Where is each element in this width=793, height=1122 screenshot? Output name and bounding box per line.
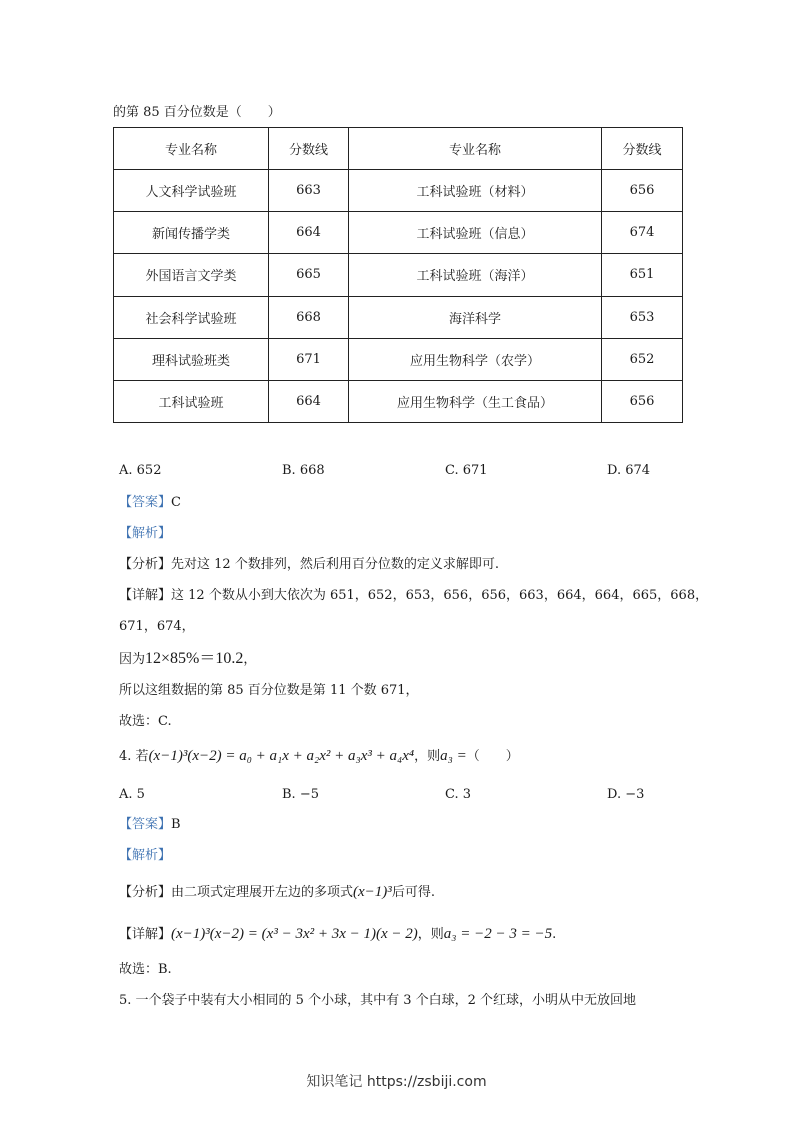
table-cell: 人文科学试验班 (114, 170, 269, 212)
table-row (114, 296, 683, 338)
table-cell: 工科试验班（材料） (349, 170, 602, 212)
fenxi-line (119, 556, 499, 574)
detail-math: (x−1)³(x−2) = (x³ − 3x² + 3x − 1)(x − 2) (171, 926, 418, 942)
fenxi-text: 由二项式定理展开左边的多项式 (171, 885, 354, 900)
table-cell: 651 (602, 254, 683, 296)
analysis-tag: 【解析】 (119, 526, 172, 541)
table-cell: 工科试验班（海洋） (349, 254, 602, 296)
question-paren: （ ） (466, 749, 519, 764)
answer-line (119, 816, 181, 834)
answer-tag: 【答案】 (119, 495, 172, 510)
table-cell: 理科试验班类 (114, 338, 269, 380)
table-cell: 外国语言文学类 (114, 254, 269, 296)
detail-end: . (552, 927, 557, 942)
because-suffix: ， (243, 652, 257, 667)
table-header-row (114, 128, 683, 170)
fenxi-post: 后可得. (391, 885, 435, 900)
option-c: C. 3 (445, 787, 472, 802)
table-header-cell: 专业名称 (349, 128, 602, 170)
question-4 (119, 747, 519, 766)
table-header-cell: 专业名称 (114, 128, 269, 170)
table-row (114, 338, 683, 380)
detail-line (119, 925, 556, 944)
score-table (113, 127, 683, 423)
table-cell: 工科试验班 (114, 380, 269, 422)
table-header-cell: 分数线 (602, 128, 683, 170)
because-prefix: 因为 (119, 652, 146, 667)
so-line: 所以这组数据的第 85 百分位数是第 11 个数 671， (119, 683, 419, 698)
question-number: 4. (119, 749, 132, 764)
table-row (114, 170, 683, 212)
table-cell: 665 (269, 254, 349, 296)
choose-line: 故选：C. (119, 714, 172, 729)
detail-tag: 【详解】 (119, 588, 172, 603)
question-equation: (x−1)³(x−2) = a₀ + a₁x + a₂x² + a₃x³ + a₄x⁴ (148, 748, 415, 764)
question-5: 5. 一个袋子中装有大小相同的 5 个小球，其中有 3 个白球，2 个红球，小明从中无放回地 (119, 993, 637, 1008)
table-cell: 656 (602, 380, 683, 422)
table-cell: 663 (269, 170, 349, 212)
detail-line-2: 671，674， (119, 619, 195, 634)
table-row (114, 254, 683, 296)
table-cell: 应用生物科学（农学） (349, 338, 602, 380)
option-d: D. 674 (607, 463, 651, 478)
table-header-cell: 分数线 (269, 128, 349, 170)
detail-math-2: a₃ = −2 − 3 = −5 (443, 926, 553, 942)
option-c: C. 671 (445, 463, 488, 478)
question-mid: ，则 (414, 749, 441, 764)
table-cell: 671 (269, 338, 349, 380)
table-cell: 674 (602, 212, 683, 254)
question-stem-tail: 的第 85 百分位数是（ ） (113, 105, 281, 120)
table-cell: 664 (269, 212, 349, 254)
table-cell: 海洋科学 (349, 296, 602, 338)
fenxi-line (119, 883, 435, 902)
table-cell: 653 (602, 296, 683, 338)
table-cell: 668 (269, 296, 349, 338)
question-prefix: 若 (135, 749, 149, 764)
table-cell: 工科试验班（信息） (349, 212, 602, 254)
table-cell: 社会科学试验班 (114, 296, 269, 338)
analysis-tag: 【解析】 (119, 848, 172, 863)
answer-value: C (171, 495, 181, 510)
answer-tag: 【答案】 (119, 817, 172, 832)
footer-watermark: 知识笔记 https://zsbiji.com (306, 1074, 487, 1090)
because-math: 12×85%＝10.2 (145, 650, 244, 667)
fenxi-tag: 【分析】 (119, 885, 172, 900)
table-row (114, 212, 683, 254)
because-line (119, 650, 256, 669)
fenxi-tag: 【分析】 (119, 557, 172, 572)
option-d: D. −3 (607, 787, 645, 802)
table-row (114, 380, 683, 422)
table-cell: 652 (602, 338, 683, 380)
table-cell: 664 (269, 380, 349, 422)
detail-mid: ，则 (417, 927, 444, 942)
detail-text: 这 12 个数从小到大依次为 651，652，653，656，656，663，664，664，665，668， (171, 588, 709, 603)
option-b: B. 668 (282, 463, 325, 478)
table-cell: 应用生物科学（生工食品） (349, 380, 602, 422)
choose-line: 故选：B. (119, 962, 172, 977)
option-b: B. −5 (282, 787, 319, 802)
fenxi-text: 先对这 12 个数排列，然后利用百分位数的定义求解即可. (171, 557, 499, 572)
fenxi-math: (x−1)³ (353, 884, 392, 900)
option-a: A. 5 (119, 787, 145, 802)
option-a: A. 652 (119, 463, 162, 478)
table-cell: 新闻传播学类 (114, 212, 269, 254)
answer-line (119, 494, 181, 512)
detail-tag: 【详解】 (119, 927, 172, 942)
table-cell: 656 (602, 170, 683, 212)
answer-value: B (171, 817, 181, 832)
detail-line (119, 587, 708, 605)
question-a3: a₃ = (440, 748, 467, 764)
